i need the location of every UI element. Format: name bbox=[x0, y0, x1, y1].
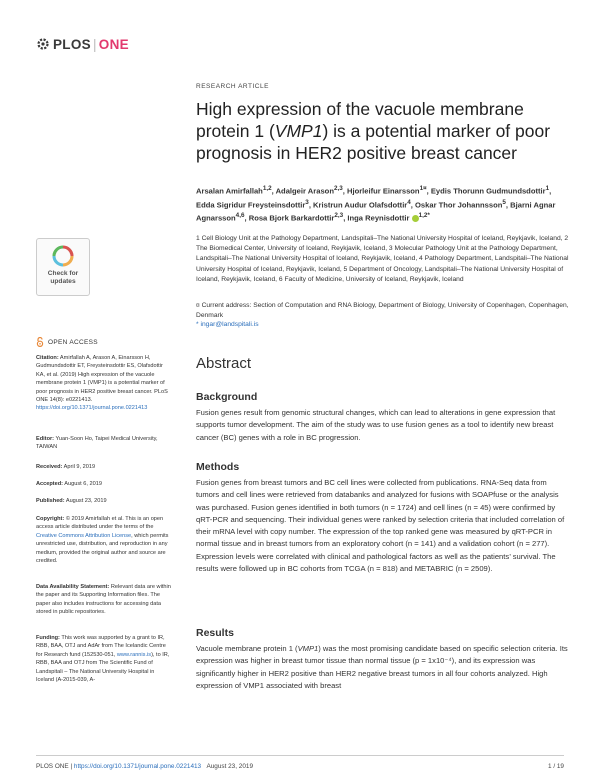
accepted-date: August 6, 2019 bbox=[63, 481, 102, 487]
received-block bbox=[36, 463, 172, 471]
open-lock-icon bbox=[36, 337, 44, 347]
author-name[interactable]: , Kristrun Audur Olafsdottir bbox=[308, 200, 408, 210]
title-gene: VMP1 bbox=[274, 121, 323, 141]
check-updates-text bbox=[37, 270, 89, 286]
affiliations: 1 Cell Biology Unit at the Pathology Department, Landspitali–The National University Hospital of Iceland, Reykjavik, Iceland, 2 The Biomedical Center, University of Iceland, Reykjavik, Iceland, 3 Molecular Pathology Unit at the Pathology Department, Landspitali–The National University Hospital of Iceland, Reykjavik, Iceland, 4 Pathology Department, Landspitali–The National University Hospital of Iceland, Reykjavik, Iceland, 5 Department of Oncology, Landspitali–The National University Hospital of Iceland, Reykjavik, Iceland, 6 Faculty of Medicine, University of Iceland, Reykjavik, Iceland bbox=[196, 235, 569, 283]
author-affil: 1 bbox=[545, 185, 550, 192]
funding-text: This work was supported by a grant to IR, RBB, BAA, OTJ and AdAr from The Icelandic Centre for Research fund (152530-051, bbox=[36, 635, 166, 658]
check-for-updates-badge[interactable] bbox=[36, 238, 90, 296]
logo-separator: | bbox=[92, 36, 97, 52]
badge-line: Check for bbox=[47, 270, 79, 277]
author-name[interactable]: Arsalan Amirfallah bbox=[196, 186, 263, 196]
footer-journal: PLOS ONE bbox=[36, 763, 69, 770]
copyright-text: , which permits unrestricted use, distribution, and reproduction in any medium, provided the original author and source are credited. bbox=[36, 532, 169, 565]
plos-one-logo[interactable] bbox=[36, 36, 129, 52]
received-date: April 9, 2019 bbox=[62, 464, 96, 470]
editor-text: Yuan-Soon Ho, Taipei Medical University, TAIWAN bbox=[36, 436, 158, 451]
orcid-icon[interactable] bbox=[412, 215, 419, 222]
methods-heading: Methods bbox=[196, 461, 240, 473]
plos-logo-icon bbox=[36, 37, 50, 51]
author-name[interactable]: , Eydis Thorunn Gudmundsdottir bbox=[426, 186, 546, 196]
copyright-text: © 2019 Amirfallah et al. This is an open access article distributed under the terms of the bbox=[36, 516, 164, 531]
funding-label: Funding: bbox=[36, 635, 60, 641]
citation-doi-link[interactable]: https://doi.org/10.1371/journal.pone.0221413 bbox=[36, 405, 148, 412]
logo-plos-text: PLOS bbox=[53, 36, 91, 52]
author-affil: 4,6 bbox=[235, 212, 245, 220]
methods-text: Fusion genes from breast tumors and BC cell lines were collected from publications. RNA-Seq data from tumors and cell lines were retrieved from databanks and analyzed for fusions with SOAPfuse or the analysis was purchased. Fusion genes identified in both tumors (n = 1724) and cell lines (n = 45) were confirmed by qRT-PCR and sequencing. Their individual genes were ranked by selection criteria that included correlation of their mRNA level with copy number. The expression of the top ranked gene was measured by qRT-PCR in normal tissue and in breast tumors from an exploratory cohort (n = 141) and a validation cohort (n = 277). Expression levels were correlated with clinical and pathological factors as well as the patients’ survival. The results were followed up in BC cohorts from TCGA (n = 818) and METABRIC (n = 2509). bbox=[196, 478, 565, 574]
funding-text: ), to IR, RBB, BAA and OTJ from The Scientific Fund of Landspitali – The National University Hospital in Iceland (A-2015-039, A- bbox=[36, 651, 170, 684]
results-part: ) was the most promising candidate based on specific selection criteria. Its expression was higher in breast tumor tissue than normal tissue (p = 1x10⁻⁴), and its expression was significantly higher in HER2 positive than HER2 negative breast tumors in all four cohorts analyzed. High expression of VMP1 associated with breast bbox=[196, 644, 568, 690]
open-access bbox=[36, 337, 98, 347]
editor-label: Editor: bbox=[36, 436, 55, 442]
funding-link[interactable]: www.rannis.is bbox=[116, 651, 152, 658]
background-text: Fusion genes result from genomic structural changes, which can lead to alterations in gene expression that supports tumor development. The aim of the study was to use fusion genes as a tool to identify new breast cancer (BC) genes with a role in BC progression. bbox=[196, 408, 556, 442]
published-date: August 23, 2019 bbox=[64, 498, 107, 504]
author-affil: 2,3 bbox=[333, 185, 343, 192]
check-updates-icon bbox=[52, 245, 74, 267]
author-name[interactable]: , Inga Reynisdottir bbox=[343, 214, 410, 223]
footer bbox=[36, 763, 253, 770]
received-label: Received: bbox=[36, 464, 63, 470]
results-text bbox=[196, 643, 571, 692]
author-list bbox=[196, 183, 566, 224]
published-label: Published: bbox=[36, 498, 65, 504]
copyright-label: Copyright: bbox=[36, 516, 65, 522]
current-address: ¤ Current address: Section of Computation and RNA Biology, Department of Biology, University of Copenhagen, Copenhagen, Denmark bbox=[196, 302, 569, 320]
author-name[interactable]: , Bjarni Agnar Agnarsson bbox=[196, 200, 556, 223]
author-name[interactable]: , Hjorleifur Einarsson bbox=[342, 186, 420, 196]
footer-divider bbox=[36, 755, 564, 756]
footer-doi-link[interactable]: https://doi.org/10.1371/journal.pone.0221413 bbox=[73, 763, 202, 770]
author-name[interactable]: , Edda Sigridur Freysteinsdottir bbox=[196, 186, 552, 210]
title-part: High expression of the vacuole membrane protein 1 ( bbox=[196, 99, 524, 141]
article-title bbox=[196, 98, 566, 164]
data-availability-block bbox=[36, 583, 172, 617]
footer-separator: | bbox=[68, 763, 74, 770]
badge-line: updates bbox=[50, 278, 76, 285]
citation-block bbox=[36, 354, 172, 413]
author-name[interactable]: , Adalgeir Arason bbox=[271, 186, 334, 196]
published-block bbox=[36, 497, 172, 505]
copyright-block bbox=[36, 515, 172, 565]
author-affil: 5 bbox=[502, 198, 506, 206]
page-number: 1 / 19 bbox=[548, 763, 564, 770]
citation-label: Citation: bbox=[36, 355, 59, 361]
article-type: RESEARCH ARTICLE bbox=[196, 83, 269, 90]
author-name[interactable]: , Rosa Bjork Barkardottir bbox=[244, 214, 335, 223]
accepted-label: Accepted: bbox=[36, 481, 64, 487]
results-heading: Results bbox=[196, 627, 234, 639]
author-affil: 1,2 bbox=[262, 185, 272, 192]
license-link[interactable]: Creative Commons Attribution License bbox=[36, 532, 132, 539]
corresponding-email[interactable]: * ingar@landspitali.is bbox=[196, 321, 259, 328]
corresponding-marker: * bbox=[427, 212, 430, 220]
author-affil: 1,2 bbox=[418, 212, 428, 220]
author-affil: 1¤ bbox=[419, 185, 427, 192]
editor-block bbox=[36, 435, 172, 452]
author-affil: 2,3 bbox=[334, 212, 344, 220]
author-name[interactable]: , Oskar Thor Johannsson bbox=[410, 200, 503, 210]
title-part: ) is a potential marker of poor prognosis in HER2 positive breast cancer bbox=[196, 121, 551, 163]
background-heading: Background bbox=[196, 391, 258, 403]
data-availability-text: Relevant data are within the paper and its Supporting Information files. The paper also includes instructions for accessing data stored in public repositories. bbox=[36, 584, 171, 616]
results-gene: VMP1 bbox=[297, 644, 319, 653]
footer-date: August 23, 2019 bbox=[206, 763, 254, 770]
abstract-heading: Abstract bbox=[196, 355, 252, 372]
accepted-block bbox=[36, 480, 172, 488]
funding-block bbox=[36, 634, 172, 684]
data-availability-label: Data Availability Statement: bbox=[36, 584, 110, 590]
citation-text: Amirfallah A, Arason A, Einarsson H, Gudmundsdottir ET, Freysteinsdottir ES, Olafsdottir KA, et al. (2019) High expression of the vacuole membrane protein 1 (VMP1) is a potential marker of poor prognosis in HER2 positive breast cancer. PLoS ONE 14(8): e0221413. bbox=[36, 355, 168, 404]
results-part: Vacuole membrane protein 1 ( bbox=[196, 644, 298, 653]
author-affil: 4 bbox=[407, 198, 411, 206]
open-access-label: OPEN ACCESS bbox=[48, 338, 98, 346]
logo-one-text: ONE bbox=[98, 36, 129, 52]
author-affil: 3 bbox=[305, 198, 309, 206]
